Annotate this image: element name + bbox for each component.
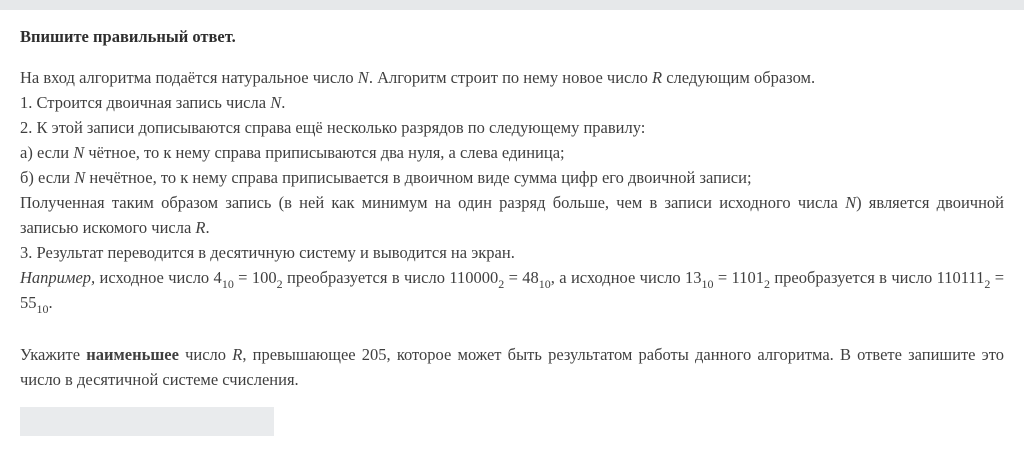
task-content bbox=[20, 26, 1004, 392]
rule-a bbox=[20, 140, 1004, 165]
text: . Алгоритм строит по нему новое число bbox=[368, 68, 652, 87]
text: чётное, то к нему справа приписываются два нуля, а слева единица; bbox=[84, 143, 565, 162]
text: Укажите bbox=[20, 345, 87, 364]
subscript: 10 bbox=[701, 277, 714, 291]
step-2: 2. К этой записи дописываются справа ещё несколько разрядов по следующему правилу: bbox=[20, 118, 646, 137]
subscript: 2 bbox=[498, 277, 505, 291]
text: . bbox=[205, 218, 210, 237]
rule-b bbox=[20, 165, 1004, 190]
text: преобразуется в число 110000 bbox=[282, 268, 499, 287]
step-1 bbox=[20, 90, 1004, 115]
variable-n: N bbox=[845, 193, 857, 212]
variable-n: N bbox=[74, 168, 86, 187]
text: нечётное, то к нему справа приписывается в двоичном виде сумма цифр его двоичной записи; bbox=[85, 168, 752, 187]
spacer bbox=[20, 315, 1004, 342]
variable-r: R bbox=[195, 218, 206, 237]
subscript: 2 bbox=[984, 277, 991, 291]
question-paragraph bbox=[20, 342, 1004, 392]
task-heading: Впишите правильный ответ. bbox=[20, 27, 236, 46]
text: = 55 bbox=[20, 268, 1005, 312]
subscript: 2 bbox=[763, 277, 770, 291]
variable-n: N bbox=[270, 93, 282, 112]
intro-paragraph bbox=[20, 65, 1004, 90]
variable-n: N bbox=[73, 143, 85, 162]
text: б) если bbox=[20, 168, 75, 187]
text: число bbox=[178, 345, 233, 364]
emphasis-smallest: наименьшее bbox=[86, 345, 179, 364]
text: Полученная таким образом запись (в ней как минимум на один разряд больше, чем в записи исходного числа bbox=[20, 193, 846, 212]
example-paragraph bbox=[20, 265, 1004, 315]
text: На вход алгоритма подаётся натуральное число bbox=[20, 68, 358, 87]
text: = 100 bbox=[233, 268, 277, 287]
top-bar bbox=[0, 0, 1024, 10]
step-3: 3. Результат переводится в десятичную систему и выводится на экран. bbox=[20, 243, 515, 262]
text: . bbox=[281, 93, 286, 112]
text: = 48 bbox=[504, 268, 539, 287]
text: преобразуется в число 110111 bbox=[769, 268, 985, 287]
subscript: 10 bbox=[538, 277, 551, 291]
text: . bbox=[48, 293, 53, 312]
text: а) если bbox=[20, 143, 74, 162]
text: , превышающее 205, которое может быть результатом работы данного алгоритма. В ответе запишите это число в десятичной системе счисления. bbox=[20, 345, 1004, 389]
answer-input[interactable] bbox=[20, 407, 274, 436]
subscript: 10 bbox=[36, 302, 49, 316]
text: = 1101 bbox=[713, 268, 764, 287]
text: ) является двоичной записью искомого числа bbox=[20, 193, 1004, 237]
text: исходное число 4 bbox=[95, 268, 222, 287]
subscript: 10 bbox=[221, 277, 234, 291]
result-note bbox=[20, 190, 1004, 240]
subscript: 2 bbox=[276, 277, 283, 291]
example-label: Например, bbox=[20, 268, 96, 287]
text: следующим образом. bbox=[662, 68, 816, 87]
text: , а исходное число 13 bbox=[550, 268, 702, 287]
variable-r: R bbox=[232, 345, 243, 364]
text: 1. Строится двоичная запись числа bbox=[20, 93, 271, 112]
variable-n: N bbox=[357, 68, 369, 87]
variable-r: R bbox=[651, 68, 663, 87]
